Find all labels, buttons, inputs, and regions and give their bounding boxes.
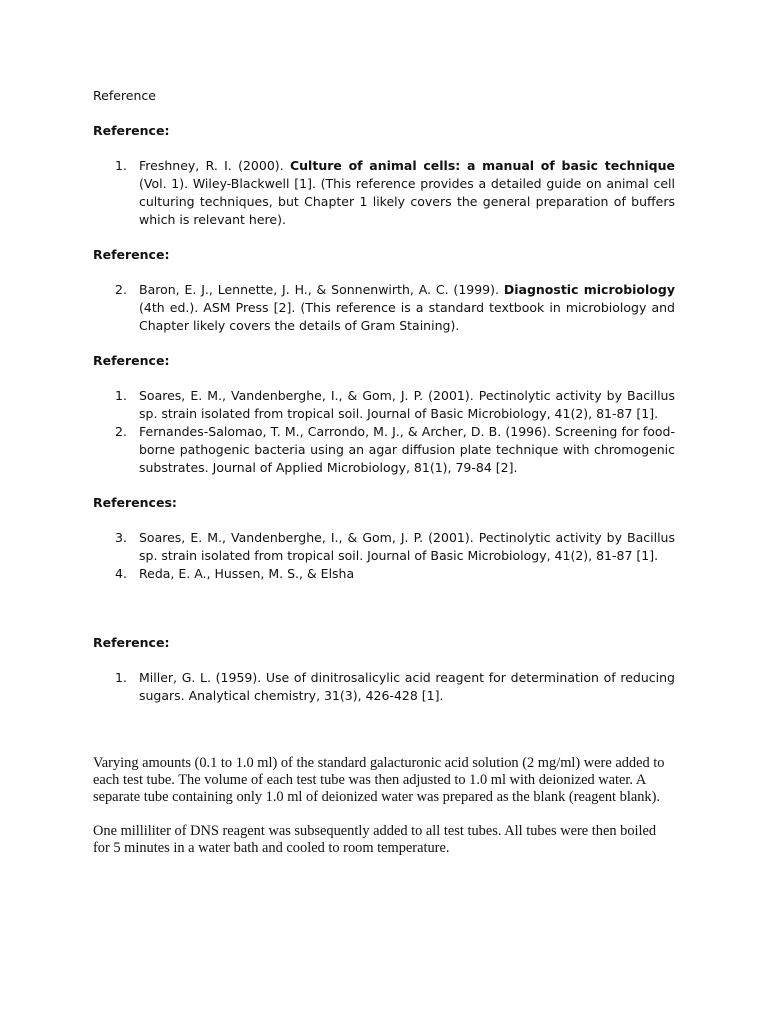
book-title: Culture of animal cells: a manual of basic technique (289, 158, 676, 173)
item-text: Fernandes-Salomao, T. M., Carrondo, M. J., & Archer, D. B. (1996). Screening for food-borne pathogenic bacteria using an agar diffusion plate technique with chromogenic substrates. Journal of Applied Microbiology, 81(1), 79-84 [2]. (139, 424, 675, 475)
body-paragraph: Varying amounts (0.1 to 1.0 ml) of the standard galacturonic acid solution (2 mg/ml) were added to each test tube. The volume of each test tube was then adjusted to 1.0 ml with deionized water. A separate tube containing only 1.0 ml of deionized water was prepared as the blank (reagent blank). (93, 755, 665, 805)
item-text: Soares, E. M., Vandenberghe, I., & Gom, J. P. (2001). Pectinolytic activity by Bacillus sp. strain isolated from tropical soil. Journal of Basic Microbiology, 41(2), 81-87 [1]. (139, 388, 675, 421)
list-item (93, 423, 675, 477)
item-text: Soares, E. M., Vandenberghe, I., & Gom, J. P. (2001). Pectinolytic activity by Bacillus sp. strain isolated from tropical soil. Journal of Basic Microbiology, 41(2), 81-87 [1]. (139, 530, 675, 563)
body-paragraph: One milliliter of DNS reagent was subsequently added to all test tubes. All tubes were then boiled for 5 minutes in a water bath and cooled to room temperature. (93, 823, 657, 856)
section-heading-1: Reference: (93, 123, 170, 138)
reference-list-1 (93, 157, 675, 229)
item-number: 3. (115, 530, 127, 545)
item-text: (4th ed.). ASM Press [2]. (This reference is a standard textbook in microbiology and Chapter likely covers the details of Gram Staining). (139, 300, 675, 333)
document-page (93, 87, 675, 857)
item-text: Freshney, R. I. (2000). (139, 158, 290, 173)
item-text: Miller, G. L. (1959). Use of dinitrosalicylic acid reagent for determination of reducing sugars. Analytical chemistry, 31(3), 426-428 [1]. (139, 670, 675, 703)
reference-list-2 (93, 281, 675, 335)
book-title: Diagnostic microbiology (503, 282, 675, 297)
section-heading-5: Reference: (93, 635, 170, 650)
item-number: 2. (115, 282, 127, 297)
section-heading-2: Reference: (93, 247, 170, 262)
section-heading-3: Reference: (93, 353, 170, 368)
reference-list-3 (93, 387, 675, 477)
list-item (93, 157, 675, 229)
item-text: Baron, E. J., Lennette, J. H., & Sonnenwirth, A. C. (1999). (139, 282, 504, 297)
list-item (93, 565, 675, 583)
reference-list-5 (93, 669, 675, 705)
item-number: 1. (115, 158, 127, 173)
top-label: Reference (93, 88, 156, 103)
item-number: 4. (115, 566, 127, 581)
list-item (93, 387, 675, 423)
list-item (93, 281, 675, 335)
item-number: 2. (115, 424, 127, 439)
section-heading-4: References: (93, 495, 177, 510)
item-text: (Vol. 1). Wiley-Blackwell [1]. (This reference provides a detailed guide on animal cell culturing techniques, but Chapter 1 likely covers the general preparation of buffers which is relevant here). (139, 176, 675, 227)
reference-list-4 (93, 529, 675, 583)
item-number: 1. (115, 388, 127, 403)
item-text: Reda, E. A., Hussen, M. S., & Elsha (139, 566, 355, 581)
list-item (93, 529, 675, 565)
list-item (93, 669, 675, 705)
item-number: 1. (115, 670, 127, 685)
